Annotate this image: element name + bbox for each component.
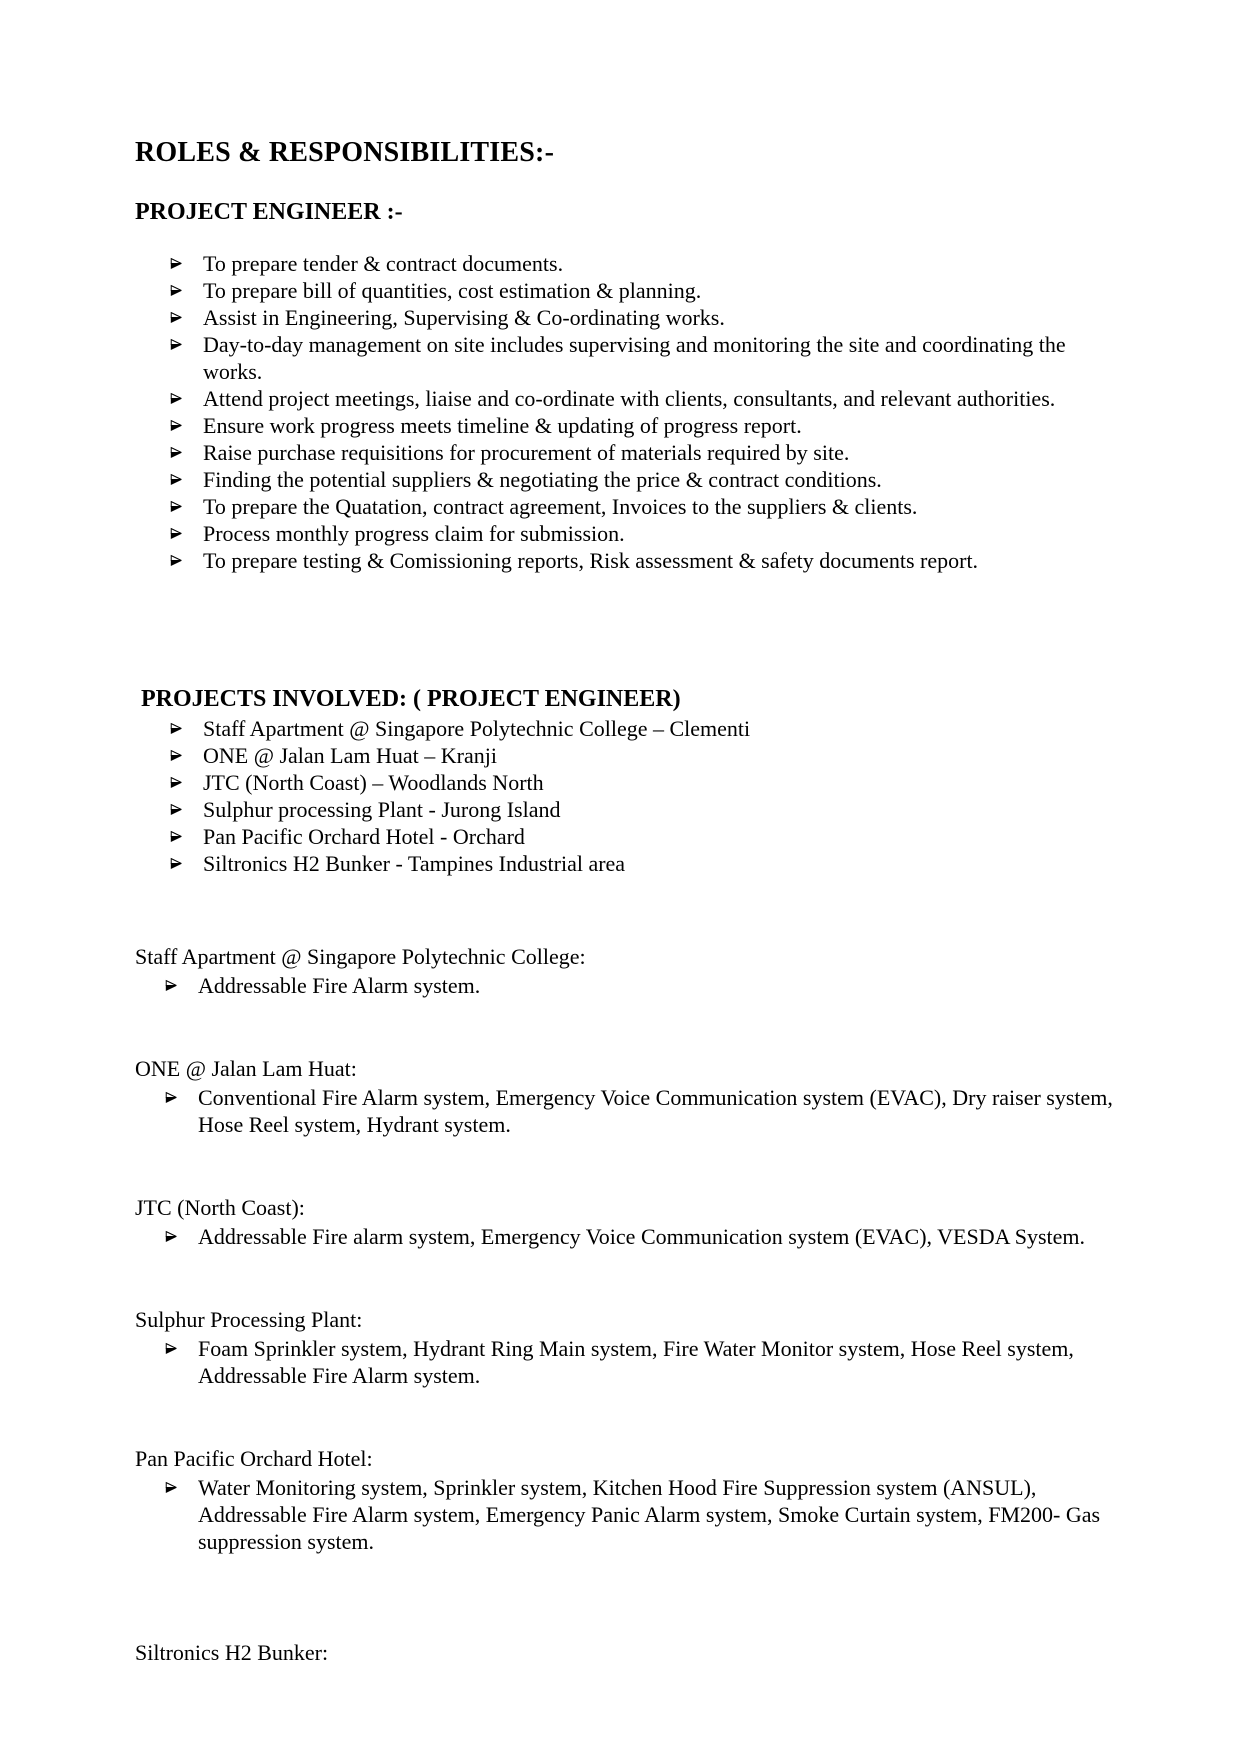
list-item-text: To prepare testing & Comissioning reports, Risk assessment & safety documents report. [203, 548, 979, 573]
list-item-text: Finding the potential suppliers & negotiating the price & contract conditions. [203, 467, 882, 492]
project-detail-section [135, 943, 1113, 999]
arrow-bullet-icon [170, 742, 203, 769]
arrow-bullet-icon [165, 972, 198, 999]
arrow-bullet-icon [170, 466, 203, 493]
list-item-text: ONE @ Jalan Lam Huat – Kranji [203, 743, 497, 768]
list-item [165, 1223, 1113, 1250]
list-item [170, 466, 1113, 493]
list-item-text: Addressable Fire alarm system, Emergency Voice Communication system (EVAC), VESDA System. [198, 1224, 1086, 1249]
project-detail-section [135, 1194, 1113, 1250]
list-item-text: Day-to-day management on site includes supervising and monitoring the site and coordinating the works. [203, 332, 1066, 384]
list-item [165, 1084, 1113, 1138]
arrow-bullet-icon [170, 385, 203, 412]
arrow-bullet-icon [170, 796, 203, 823]
list-item-text: Assist in Engineering, Supervising & Co-ordinating works. [203, 305, 725, 330]
arrow-bullet-icon [170, 823, 203, 850]
project-name: Siltronics H2 Bunker: [135, 1640, 329, 1665]
list-item-text: To prepare tender & contract documents. [203, 251, 564, 276]
list-item [170, 412, 1113, 439]
arrow-bullet-icon [170, 493, 203, 520]
list-item-text: JTC (North Coast) – Woodlands North [203, 770, 544, 795]
project-detail-section [135, 1055, 1113, 1138]
list-item [170, 439, 1113, 466]
list-item-text: Raise purchase requisitions for procurement of materials required by site. [203, 440, 850, 465]
project-systems-list [135, 1474, 1113, 1555]
arrow-bullet-icon [170, 520, 203, 547]
arrow-bullet-icon [170, 331, 203, 385]
list-item [170, 493, 1113, 520]
page-title: ROLES & RESPONSIBILITIES:- [135, 137, 555, 168]
project-detail-section [135, 1306, 1113, 1389]
list-item-text: Process monthly progress claim for submission. [203, 521, 625, 546]
arrow-bullet-icon [170, 547, 203, 574]
arrow-bullet-icon [170, 439, 203, 466]
arrow-bullet-icon [170, 412, 203, 439]
list-item-text: Conventional Fire Alarm system, Emergency Voice Communication system (EVAC), Dry raiser system, Hose Reel system, Hydrant system. [198, 1085, 1113, 1137]
project-name: Pan Pacific Orchard Hotel: [135, 1446, 373, 1471]
list-item [170, 823, 1113, 850]
list-item-text: Siltronics H2 Bunker - Tampines Industrial area [203, 851, 626, 876]
arrow-bullet-icon [170, 769, 203, 796]
list-item-text: Sulphur processing Plant - Jurong Island [203, 797, 561, 822]
list-item [170, 277, 1113, 304]
project-engineer-duties-list [135, 250, 1113, 574]
list-item [165, 1335, 1113, 1389]
section-heading-project-engineer: PROJECT ENGINEER :- [135, 199, 403, 225]
list-item-text: Foam Sprinkler system, Hydrant Ring Main system, Fire Water Monitor system, Hose Reel system, Addressable Fire Alarm system. [198, 1336, 1074, 1388]
arrow-bullet-icon [165, 1474, 198, 1555]
section-heading-projects-involved: PROJECTS INVOLVED: ( PROJECT ENGINEER) [141, 686, 681, 712]
arrow-bullet-icon [170, 277, 203, 304]
list-item [165, 1474, 1113, 1555]
arrow-bullet-icon [170, 304, 203, 331]
arrow-bullet-icon [165, 1335, 198, 1389]
list-item [170, 850, 1113, 877]
project-name: JTC (North Coast): [135, 1195, 305, 1220]
arrow-bullet-icon [165, 1084, 198, 1138]
project-details [135, 943, 1113, 1666]
list-item [170, 796, 1113, 823]
list-item-text: Addressable Fire Alarm system. [198, 973, 481, 998]
list-item-text: To prepare bill of quantities, cost estimation & planning. [203, 278, 702, 303]
project-systems-list [135, 1223, 1113, 1250]
projects-involved-list [135, 715, 1113, 877]
list-item [165, 972, 1113, 999]
project-name: Staff Apartment @ Singapore Polytechnic College: [135, 944, 586, 969]
list-item [170, 547, 1113, 574]
project-detail-section [135, 1445, 1113, 1555]
list-item-text: Pan Pacific Orchard Hotel - Orchard [203, 824, 525, 849]
project-detail-section [135, 1639, 1113, 1666]
list-item [170, 385, 1113, 412]
project-systems-list [135, 1084, 1113, 1138]
arrow-bullet-icon [170, 715, 203, 742]
project-name: Sulphur Processing Plant: [135, 1307, 363, 1332]
project-name: ONE @ Jalan Lam Huat: [135, 1056, 357, 1081]
list-item [170, 769, 1113, 796]
arrow-bullet-icon [170, 850, 203, 877]
arrow-bullet-icon [170, 250, 203, 277]
list-item-text: Staff Apartment @ Singapore Polytechnic College – Clementi [203, 716, 751, 741]
list-item [170, 520, 1113, 547]
list-item [170, 715, 1113, 742]
list-item [170, 742, 1113, 769]
list-item [170, 304, 1113, 331]
arrow-bullet-icon [165, 1223, 198, 1250]
project-systems-list [135, 972, 1113, 999]
list-item-text: Attend project meetings, liaise and co-ordinate with clients, consultants, and relevant authorities. [203, 386, 1056, 411]
list-item-text: Water Monitoring system, Sprinkler system, Kitchen Hood Fire Suppression system (ANSUL), Addressable Fire Alarm system, Emergency Panic Alarm system, Smoke Curtain system, FM200- Gas suppression system. [198, 1475, 1101, 1554]
list-item [170, 331, 1113, 385]
list-item [170, 250, 1113, 277]
list-item-text: To prepare the Quatation, contract agreement, Invoices to the suppliers & clients. [203, 494, 918, 519]
list-item-text: Ensure work progress meets timeline & updating of progress report. [203, 413, 802, 438]
project-systems-list [135, 1335, 1113, 1389]
